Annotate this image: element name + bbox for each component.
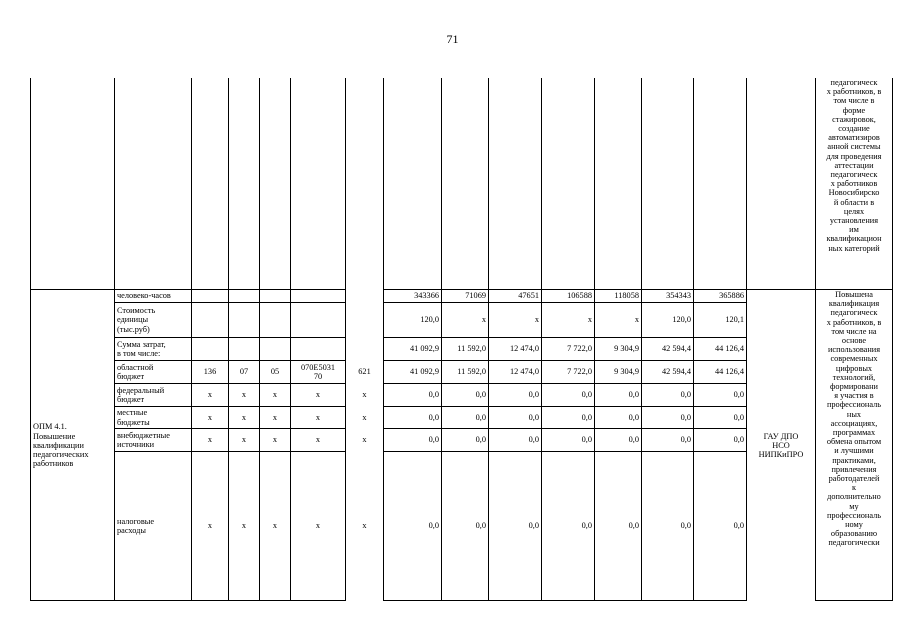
code-cell — [260, 290, 290, 302]
code-cell — [229, 303, 259, 337]
value-cell — [442, 384, 488, 406]
value-cell-text: 0,0 — [528, 412, 539, 422]
code-cell — [192, 384, 228, 406]
row-label-text: областной бюджет — [117, 362, 154, 381]
value-cell-text: 7 722,0 — [567, 344, 592, 354]
value-cell-text: 0,0 — [581, 412, 592, 422]
value-cell — [642, 452, 693, 600]
code-cell-text: х — [241, 390, 247, 400]
value-cell-text: 42 594,4 — [661, 344, 691, 354]
value-cell-text: 0,0 — [680, 412, 691, 422]
value-cell-text: 11 592,0 — [457, 367, 486, 377]
code-cell-text: х — [315, 412, 321, 422]
value-cell — [542, 429, 594, 451]
value-cell-text: х — [481, 315, 486, 325]
code-cell — [291, 290, 345, 302]
value-cell — [489, 407, 541, 428]
value-cell-text: 0,0 — [428, 521, 439, 531]
value-cell — [694, 361, 746, 383]
value-cell — [694, 429, 746, 451]
value-cell-text: х — [634, 315, 639, 325]
value-cell — [542, 452, 594, 600]
previous-result-cell-text: педагогическ х работников, в том числе в форме стажировок, создание автоматизиров анной системы для проведения аттестации педагогическ х работников Новосибирско й области в целях установления им квалификацион ных категорий — [826, 78, 882, 253]
value-cell-text: 9 304,9 — [614, 367, 639, 377]
code-cell — [260, 303, 290, 337]
code-cell — [346, 361, 383, 383]
value-cell — [595, 338, 641, 360]
result-cell — [816, 290, 892, 601]
value-cell-text: 9 304,9 — [614, 344, 639, 354]
row-label — [115, 338, 191, 360]
value-cell — [384, 407, 441, 428]
code-cell-text: х — [207, 435, 213, 445]
code-cell — [229, 407, 259, 428]
value-cell — [642, 338, 693, 360]
code-cell — [192, 452, 228, 600]
row-label-text: Сумма затрат, в том числе: — [117, 339, 166, 358]
code-cell — [192, 429, 228, 451]
row-label — [115, 290, 191, 302]
code-cell-text: х — [315, 390, 321, 400]
value-cell — [442, 452, 488, 600]
row-label-text: Стоимость единицы (тыс.руб) — [117, 306, 156, 334]
code-cell — [346, 407, 383, 428]
value-cell-text: 0,0 — [680, 435, 691, 445]
value-cell-text: 0,0 — [628, 390, 639, 400]
code-cell — [192, 338, 228, 360]
value-cell-text: 42 594,4 — [661, 367, 691, 377]
row-label — [115, 384, 191, 406]
code-cell — [346, 290, 383, 302]
code-cell — [346, 429, 383, 451]
value-cell-text: 0,0 — [428, 390, 439, 400]
value-cell-text: 71069 — [465, 291, 486, 301]
value-cell — [595, 429, 641, 451]
code-cell-text: 070E5031 70 — [300, 362, 336, 381]
code-cell — [260, 452, 290, 600]
code-cell-text: 136 — [203, 367, 217, 377]
value-cell-text: 0,0 — [733, 390, 744, 400]
value-cell-text: 0,0 — [528, 521, 539, 531]
value-cell — [542, 290, 594, 302]
previous-result-cell — [816, 78, 892, 289]
value-cell-text: 47651 — [518, 291, 539, 301]
code-cell — [346, 303, 383, 337]
value-cell-text: 0,0 — [680, 390, 691, 400]
value-cell — [542, 384, 594, 406]
value-cell-text: 0,0 — [628, 521, 639, 531]
value-cell-text: х — [587, 315, 592, 325]
code-cell-text: х — [315, 435, 321, 445]
row-label — [115, 303, 191, 337]
code-cell — [229, 429, 259, 451]
code-cell — [229, 338, 259, 360]
value-cell-text: х — [534, 315, 539, 325]
value-cell-text: 343366 — [414, 291, 439, 301]
value-cell — [384, 384, 441, 406]
code-cell-text: 05 — [270, 367, 280, 377]
value-cell — [595, 290, 641, 302]
code-cell-text: х — [315, 521, 321, 531]
value-cell — [384, 338, 441, 360]
code-cell — [346, 384, 383, 406]
value-cell — [442, 361, 488, 383]
value-cell-text: 0,0 — [581, 521, 592, 531]
code-cell — [291, 361, 345, 383]
code-cell — [291, 303, 345, 337]
value-cell — [694, 407, 746, 428]
code-cell — [346, 452, 383, 600]
value-cell-text: 0,0 — [475, 521, 486, 531]
value-cell — [595, 361, 641, 383]
value-cell-text: 106588 — [567, 291, 592, 301]
code-cell — [229, 452, 259, 600]
value-cell-text: 0,0 — [475, 390, 486, 400]
value-cell — [384, 303, 441, 337]
value-cell — [384, 361, 441, 383]
code-cell — [260, 407, 290, 428]
code-cell — [291, 407, 345, 428]
code-cell-text: х — [207, 412, 213, 422]
value-cell-text: 0,0 — [428, 435, 439, 445]
value-cell-text: 41 092,9 — [409, 344, 439, 354]
value-cell-text: 118058 — [614, 291, 639, 301]
value-cell — [489, 290, 541, 302]
value-cell — [694, 452, 746, 600]
value-cell — [489, 338, 541, 360]
code-cell — [291, 429, 345, 451]
value-cell-text: 44 126,4 — [714, 344, 744, 354]
code-cell-text: х — [272, 521, 278, 531]
code-cell — [229, 361, 259, 383]
code-cell — [260, 429, 290, 451]
value-cell-text: 0,0 — [680, 521, 691, 531]
value-cell-text: 12 474,0 — [509, 367, 539, 377]
code-cell-text: х — [272, 390, 278, 400]
row-label-text: человеко-часов — [117, 291, 171, 301]
value-cell — [384, 290, 441, 302]
value-cell — [595, 407, 641, 428]
code-cell — [260, 338, 290, 360]
code-cell-text: х — [272, 412, 278, 422]
row-label-text: налоговые расходы — [117, 516, 155, 535]
value-cell — [595, 452, 641, 600]
measure-name-cell-text: ОПМ 4.1. Повышение квалификации педагогических работников — [33, 422, 89, 469]
table-hline — [383, 600, 747, 601]
value-cell — [489, 361, 541, 383]
row-label — [115, 429, 191, 451]
code-cell — [192, 303, 228, 337]
value-cell — [595, 384, 641, 406]
value-cell — [642, 384, 693, 406]
value-cell — [595, 303, 641, 337]
value-cell — [642, 361, 693, 383]
measure-name-cell — [31, 290, 114, 601]
value-cell — [442, 407, 488, 428]
value-cell-text: 0,0 — [628, 435, 639, 445]
value-cell — [694, 290, 746, 302]
value-cell-text: 354343 — [666, 291, 691, 301]
code-cell — [260, 361, 290, 383]
value-cell — [642, 290, 693, 302]
value-cell — [489, 452, 541, 600]
value-cell-text: 120,1 — [725, 315, 744, 325]
code-cell — [260, 384, 290, 406]
code-cell-text: 621 — [358, 367, 371, 377]
code-cell — [192, 290, 228, 302]
value-cell-text: 0,0 — [733, 521, 744, 531]
value-cell-text: 44 126,4 — [714, 367, 744, 377]
code-cell-text: х — [362, 390, 367, 400]
executor-cell-text: ГАУ ДПО НСО НИПКиПРО — [758, 431, 804, 460]
code-cell-text: х — [272, 435, 278, 445]
code-cell — [192, 407, 228, 428]
value-cell-text: 0,0 — [428, 412, 439, 422]
result-cell-text: Повышена квалификация педагогическ х работников, в том числе на основе использования современных цифровых технологий, формировани я участия в профессиональ ных ассоциациях, программах обмена опытом и лучшими практиками, привлечения работодателей к дополнительно му профессиональ ному образованию педагогически — [826, 290, 882, 548]
code-cell — [346, 338, 383, 360]
value-cell-text: 7 722,0 — [567, 367, 592, 377]
value-cell-text: 11 592,0 — [457, 344, 486, 354]
value-cell-text: 0,0 — [475, 412, 486, 422]
value-cell — [694, 303, 746, 337]
value-cell-text: 0,0 — [528, 435, 539, 445]
value-cell — [642, 303, 693, 337]
code-cell — [229, 384, 259, 406]
row-label-text: федеральный бюджет — [117, 385, 165, 404]
value-cell-text: 41 092,9 — [409, 367, 439, 377]
value-cell-text: 0,0 — [733, 412, 744, 422]
code-cell-text: х — [362, 435, 367, 445]
value-cell — [542, 303, 594, 337]
row-label-text: внебюджетные источники — [117, 430, 170, 449]
value-cell — [694, 384, 746, 406]
value-cell — [442, 338, 488, 360]
row-label — [115, 452, 191, 600]
value-cell-text: 0,0 — [528, 390, 539, 400]
code-cell-text: х — [362, 521, 367, 531]
code-cell — [229, 290, 259, 302]
value-cell — [489, 429, 541, 451]
executor-cell — [747, 290, 815, 601]
code-cell-text: х — [241, 435, 247, 445]
value-cell — [694, 338, 746, 360]
code-cell-text: х — [362, 412, 367, 422]
code-cell — [192, 361, 228, 383]
value-cell-text: 120,0 — [420, 315, 439, 325]
value-cell — [489, 384, 541, 406]
code-cell-text: 07 — [239, 367, 249, 377]
value-cell-text: 0,0 — [581, 435, 592, 445]
table-vline — [892, 78, 893, 601]
code-cell-text: х — [207, 521, 213, 531]
value-cell-text: 12 474,0 — [509, 344, 539, 354]
code-cell — [291, 338, 345, 360]
value-cell — [642, 407, 693, 428]
row-label — [115, 407, 191, 428]
value-cell — [384, 452, 441, 600]
code-cell-text: х — [241, 521, 247, 531]
value-cell-text: 365886 — [719, 291, 744, 301]
value-cell — [542, 407, 594, 428]
value-cell — [542, 361, 594, 383]
value-cell — [542, 338, 594, 360]
row-label-text: местные бюджеты — [117, 408, 150, 427]
code-cell-text: х — [207, 390, 213, 400]
value-cell — [442, 290, 488, 302]
value-cell-text: 0,0 — [733, 435, 744, 445]
value-cell — [442, 429, 488, 451]
value-cell-text: 0,0 — [628, 412, 639, 422]
code-cell-text: х — [241, 412, 247, 422]
value-cell — [442, 303, 488, 337]
value-cell — [642, 429, 693, 451]
value-cell-text: 0,0 — [581, 390, 592, 400]
row-label — [115, 361, 191, 383]
value-cell-text: 0,0 — [475, 435, 486, 445]
code-cell — [291, 384, 345, 406]
code-cell — [291, 452, 345, 600]
value-cell — [489, 303, 541, 337]
page-number: 71 — [446, 32, 459, 46]
value-cell — [384, 429, 441, 451]
value-cell-text: 120,0 — [672, 315, 691, 325]
